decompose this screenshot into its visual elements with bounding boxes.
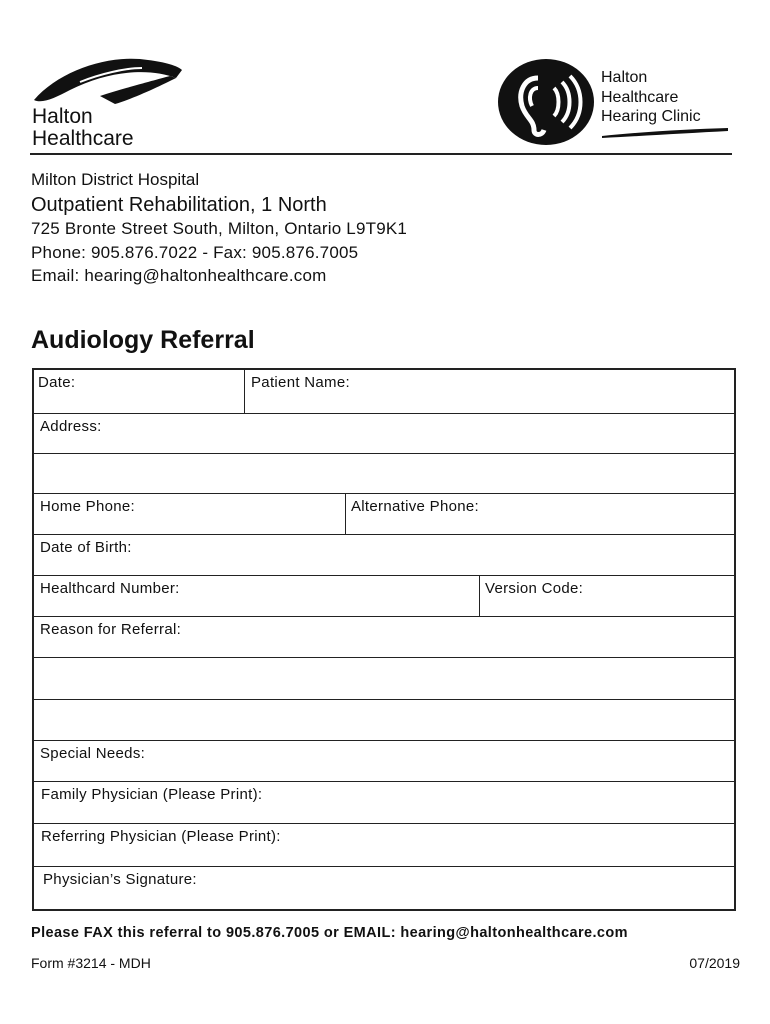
form-row-healthcard <box>34 576 734 617</box>
clinic-name-line1: Halton <box>601 69 648 86</box>
special-needs-field[interactable] <box>34 741 734 782</box>
healthcard-number-field[interactable] <box>34 576 480 616</box>
version-code-field[interactable] <box>480 576 734 616</box>
hearing-clinic-logo <box>496 58 736 148</box>
family-physician-field[interactable] <box>34 782 734 824</box>
street-address: 725 Bronte Street South, Milton, Ontario L9T9K1 <box>31 219 408 238</box>
special-needs-label: Special Needs: <box>40 745 146 762</box>
referring-physician-label: Referring Physician (Please Print): <box>41 828 281 845</box>
home-phone-label: Home Phone: <box>40 498 136 515</box>
org-name-line1: Halton <box>32 105 93 128</box>
ear-icon <box>496 58 596 148</box>
org-name-line2: Healthcare <box>32 127 134 150</box>
clinic-name-line3: Hearing Clinic <box>601 108 701 125</box>
email-address: Email: hearing@haltonhealthcare.com <box>31 266 327 285</box>
address-line2-field[interactable] <box>34 454 734 494</box>
reason-for-referral-field[interactable] <box>34 617 734 658</box>
date-field[interactable] <box>34 370 245 413</box>
halton-healthcare-logo <box>30 52 190 152</box>
alternative-phone-label: Alternative Phone: <box>351 498 479 515</box>
home-phone-field[interactable] <box>34 494 346 534</box>
address-field[interactable] <box>34 414 734 454</box>
family-physician-label: Family Physician (Please Print): <box>41 786 263 803</box>
alternative-phone-field[interactable] <box>346 494 734 534</box>
address-label: Address: <box>40 418 102 435</box>
header-divider <box>30 153 732 155</box>
submission-instructions: Please FAX this referral to 905.876.7005 or EMAIL: hearing@haltonhealthcare.com <box>31 925 628 941</box>
referring-physician-field[interactable] <box>34 824 734 867</box>
reason-line2-field[interactable] <box>34 658 734 700</box>
referral-form <box>32 368 736 911</box>
form-revision-date: 07/2019 <box>689 955 740 971</box>
date-label: Date: <box>38 374 76 391</box>
physician-signature-field[interactable] <box>34 867 734 909</box>
date-of-birth-label: Date of Birth: <box>40 539 132 556</box>
healthcard-number-label: Healthcard Number: <box>40 580 180 597</box>
version-code-label: Version Code: <box>485 580 584 597</box>
hospital-name: Milton District Hospital <box>31 170 200 189</box>
form-title: Audiology Referral <box>31 326 255 354</box>
form-number: Form #3214 - MDH <box>31 955 151 971</box>
clinic-name-line2: Healthcare <box>601 89 679 106</box>
reason-line3-field[interactable] <box>34 700 734 741</box>
form-row-date-patient <box>34 370 734 414</box>
patient-name-label: Patient Name: <box>251 374 350 391</box>
reason-for-referral-label: Reason for Referral: <box>40 621 182 638</box>
physician-signature-label: Physician’s Signature: <box>43 871 197 888</box>
wave-logo-icon <box>30 52 190 112</box>
swoosh-icon <box>600 126 730 140</box>
patient-name-field[interactable] <box>245 370 734 413</box>
department-name: Outpatient Rehabilitation, 1 North <box>31 194 327 216</box>
phone-fax: Phone: 905.876.7022 - Fax: 905.876.7005 <box>31 243 359 262</box>
form-row-phones <box>34 494 734 535</box>
date-of-birth-field[interactable] <box>34 535 734 576</box>
